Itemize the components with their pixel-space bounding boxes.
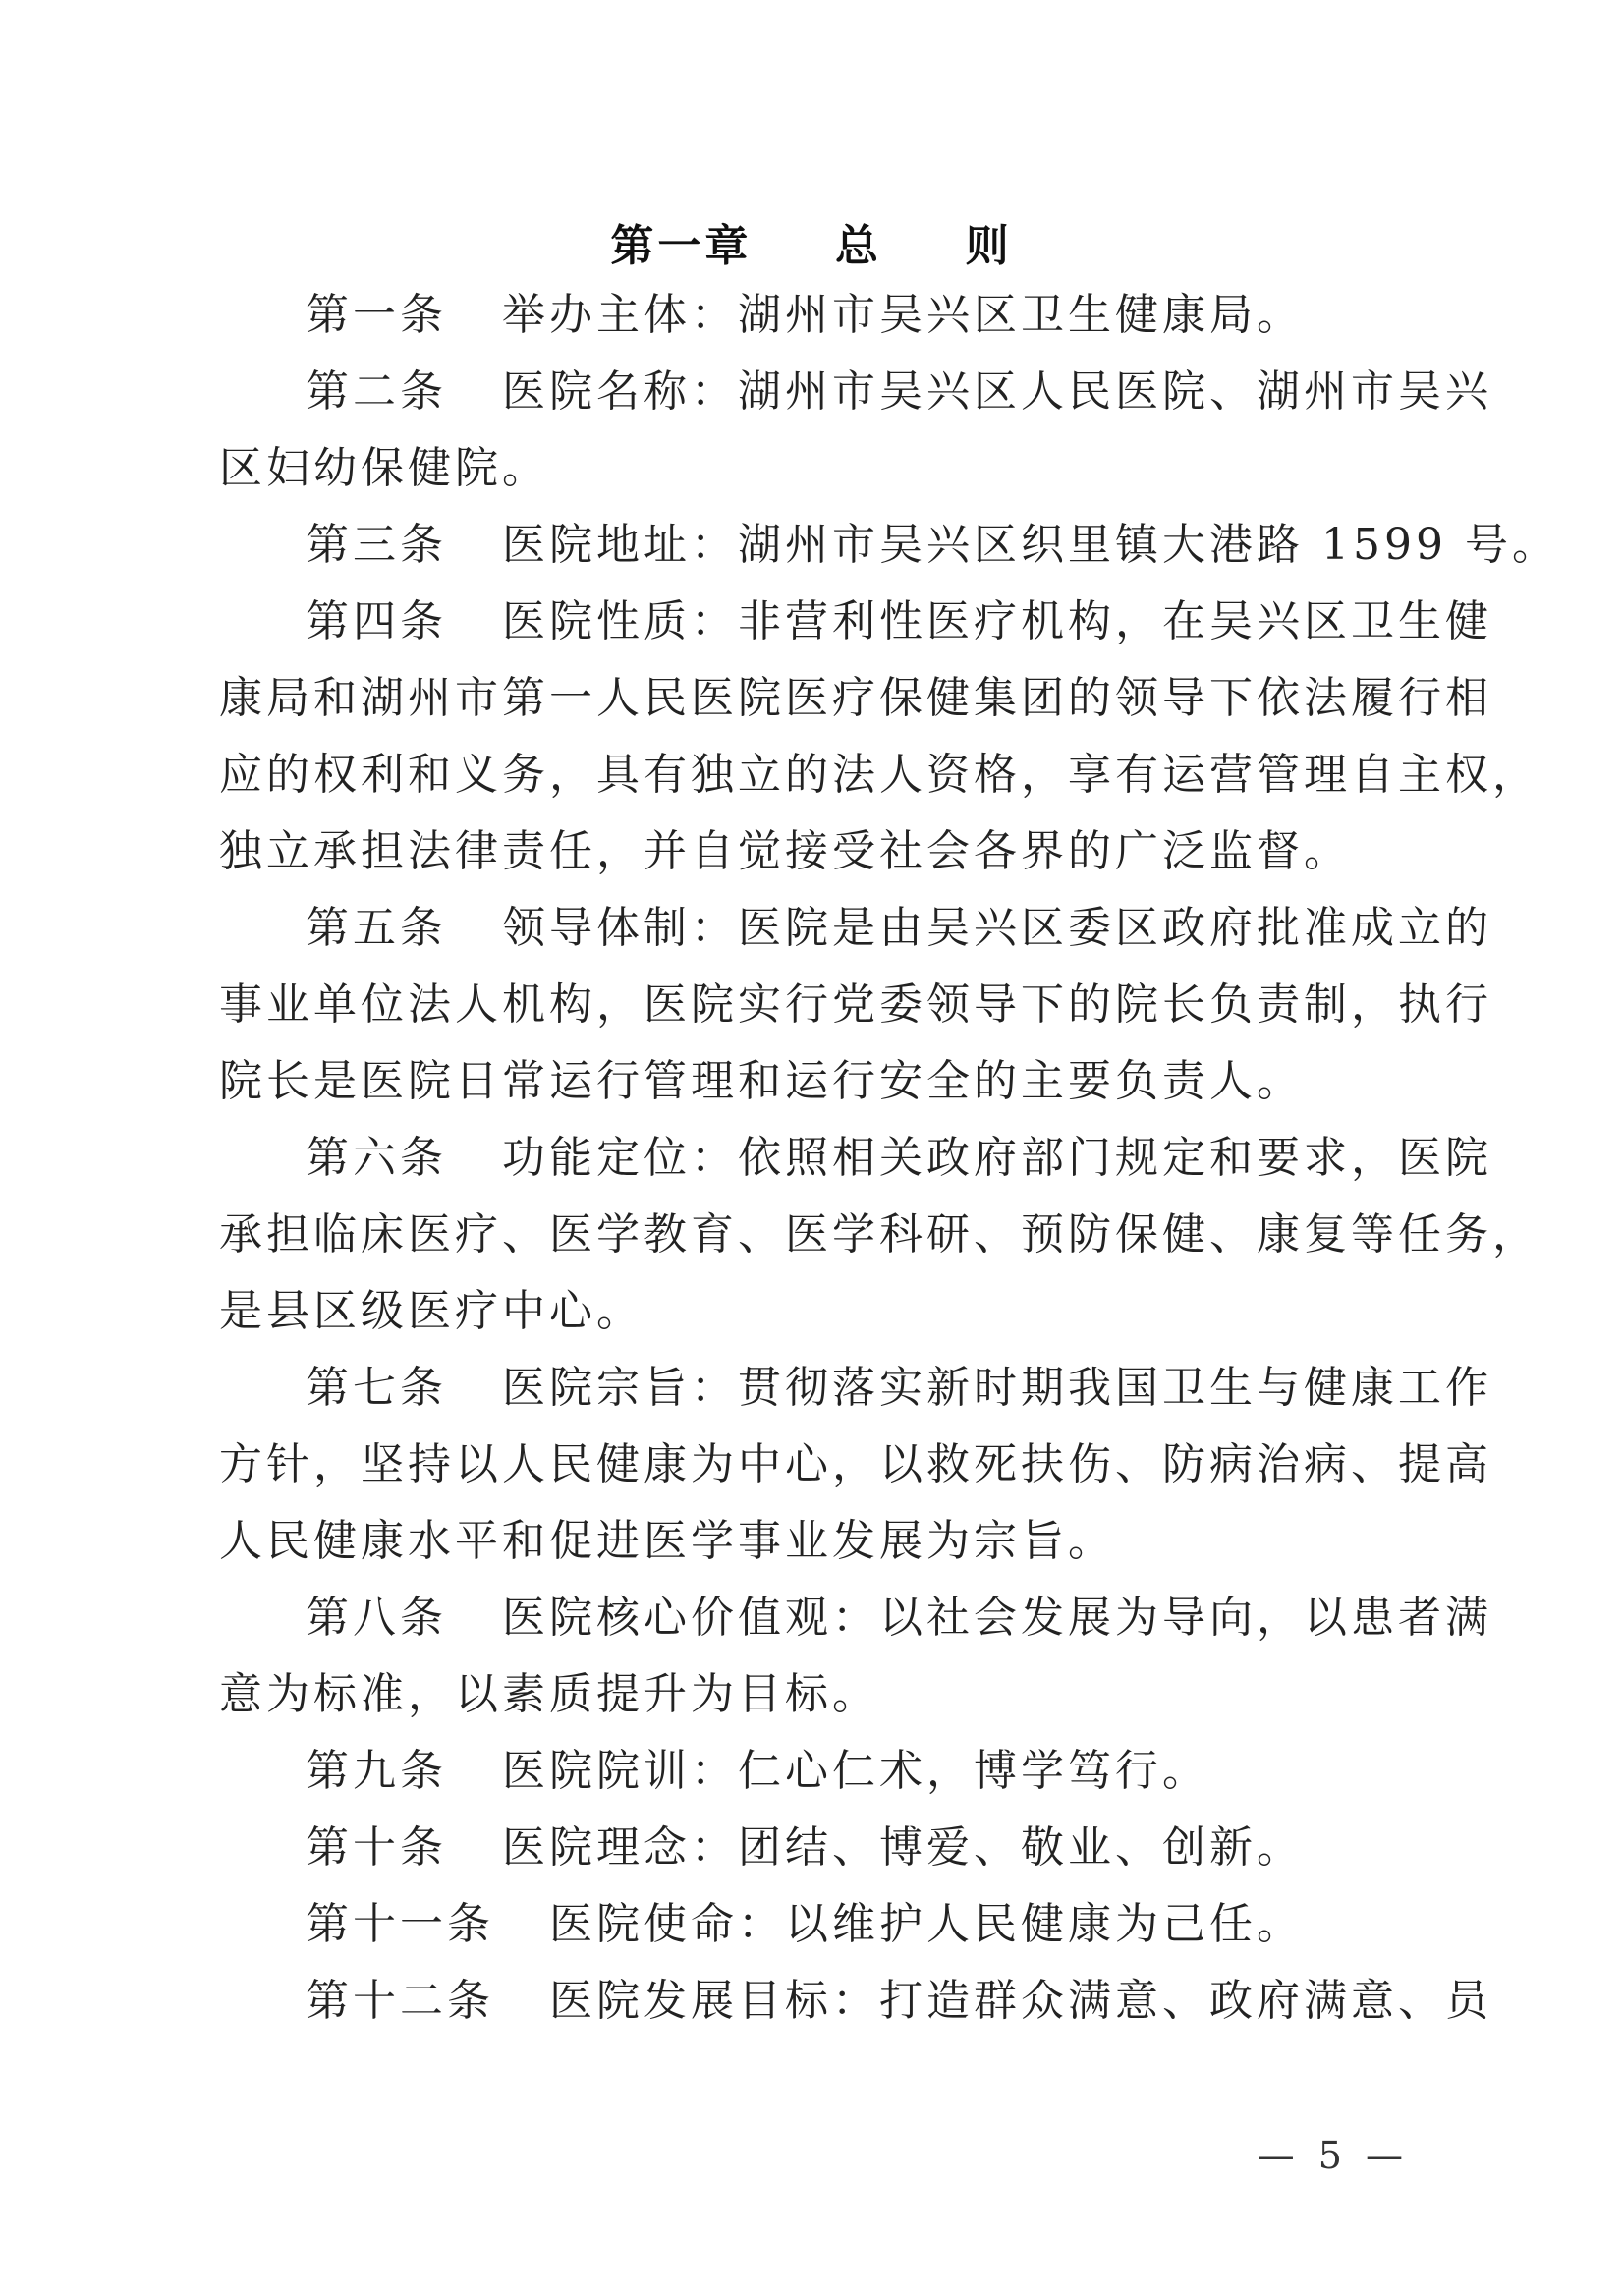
article-text: 应的权利和义务，具有独立的法人资格，享有运营管理自主权， <box>219 750 1539 800</box>
article-line <box>306 363 1492 421</box>
article-line <box>306 1742 1209 1801</box>
article-label: 第五条 <box>306 903 447 953</box>
article-text: 事业单位法人机构，医院实行党委领导下的院长负责制，执行 <box>219 980 1492 1030</box>
article-line <box>219 1665 879 1724</box>
article-text: 医院院训：仁心仁术，博学笃行。 <box>502 1746 1209 1796</box>
article-line <box>306 1129 1492 1188</box>
article-text: 意为标准，以素质提升为目标。 <box>219 1669 879 1719</box>
article-text: 功能定位：依照相关政府部门规定和要求，医院 <box>502 1133 1492 1183</box>
article-label: 第七条 <box>306 1363 447 1413</box>
article-label: 第八条 <box>306 1593 447 1643</box>
article-line <box>219 1205 1539 1264</box>
article-line <box>219 976 1492 1035</box>
chapter-title-number: 第一章 <box>610 221 753 271</box>
article-text: 康局和湖州市第一人民医院医疗保健集团的领导下依法履行相 <box>219 673 1492 723</box>
chapter-title <box>0 210 1623 273</box>
article-line <box>306 1359 1492 1418</box>
article-line <box>219 1435 1492 1494</box>
article-text: 独立承担法律责任，并自觉接受社会各界的广泛监督。 <box>219 826 1351 876</box>
article-line <box>219 1512 1115 1571</box>
page-number: — 5 — <box>1257 2134 1409 2177</box>
article-text: 医院性质：非营利性医疗机构，在吴兴区卫生健 <box>502 596 1492 646</box>
article-text: 医院宗旨：贯彻落实新时期我国卫生与健康工作 <box>502 1363 1492 1413</box>
article-label: 第一条 <box>306 290 447 340</box>
article-text: 人民健康水平和促进医学事业发展为宗旨。 <box>219 1516 1115 1566</box>
article-text: 医院理念：团结、博爱、敬业、创新。 <box>502 1822 1304 1873</box>
article-text: 区妇幼保健院。 <box>219 443 549 493</box>
article-text: 医院使命：以维护人民健康为己任。 <box>549 1899 1304 1949</box>
article-line <box>219 1282 644 1341</box>
article-label: 第十条 <box>306 1822 447 1873</box>
article-line <box>306 1895 1304 1954</box>
article-line <box>306 1819 1304 1877</box>
chapter-title-word-2: 则 <box>965 221 1013 271</box>
article-label: 第三条 <box>306 520 447 570</box>
article-text: 领导体制：医院是由吴兴区委区政府批准成立的 <box>502 903 1492 953</box>
article-text: 方针，坚持以人民健康为中心，以救死扶伤、防病治病、提高 <box>219 1439 1492 1489</box>
article-line <box>306 286 1304 345</box>
article-line <box>219 439 549 498</box>
article-text: 医院地址：湖州市吴兴区织里镇大港路 1599 号。 <box>502 520 1559 570</box>
article-label: 第十二条 <box>306 1976 494 2026</box>
article-line <box>219 1052 1304 1111</box>
article-line <box>219 822 1351 881</box>
article-text: 举办主体：湖州市吴兴区卫生健康局。 <box>502 290 1304 340</box>
article-line <box>306 1972 1492 2031</box>
article-label: 第四条 <box>306 596 447 646</box>
chapter-title-word-1: 总 <box>835 221 882 271</box>
article-line <box>306 516 1559 575</box>
article-text: 医院发展目标：打造群众满意、政府满意、员 <box>549 1976 1492 2026</box>
article-text: 院长是医院日常运行管理和运行安全的主要负责人。 <box>219 1056 1304 1106</box>
article-line <box>306 1589 1492 1648</box>
article-label: 第六条 <box>306 1133 447 1183</box>
article-text: 医院核心价值观：以社会发展为导向，以患者满 <box>502 1593 1492 1643</box>
article-label: 第二条 <box>306 366 447 417</box>
article-line <box>219 669 1492 728</box>
article-text: 医院名称：湖州市吴兴区人民医院、湖州市吴兴 <box>502 366 1492 417</box>
article-line <box>306 592 1492 651</box>
article-label: 第十一条 <box>306 1899 494 1949</box>
article-label: 第九条 <box>306 1746 447 1796</box>
article-text: 是县区级医疗中心。 <box>219 1286 644 1336</box>
article-line <box>306 899 1492 958</box>
article-line <box>219 746 1539 805</box>
article-text: 承担临床医疗、医学教育、医学科研、预防保健、康复等任务， <box>219 1209 1539 1260</box>
